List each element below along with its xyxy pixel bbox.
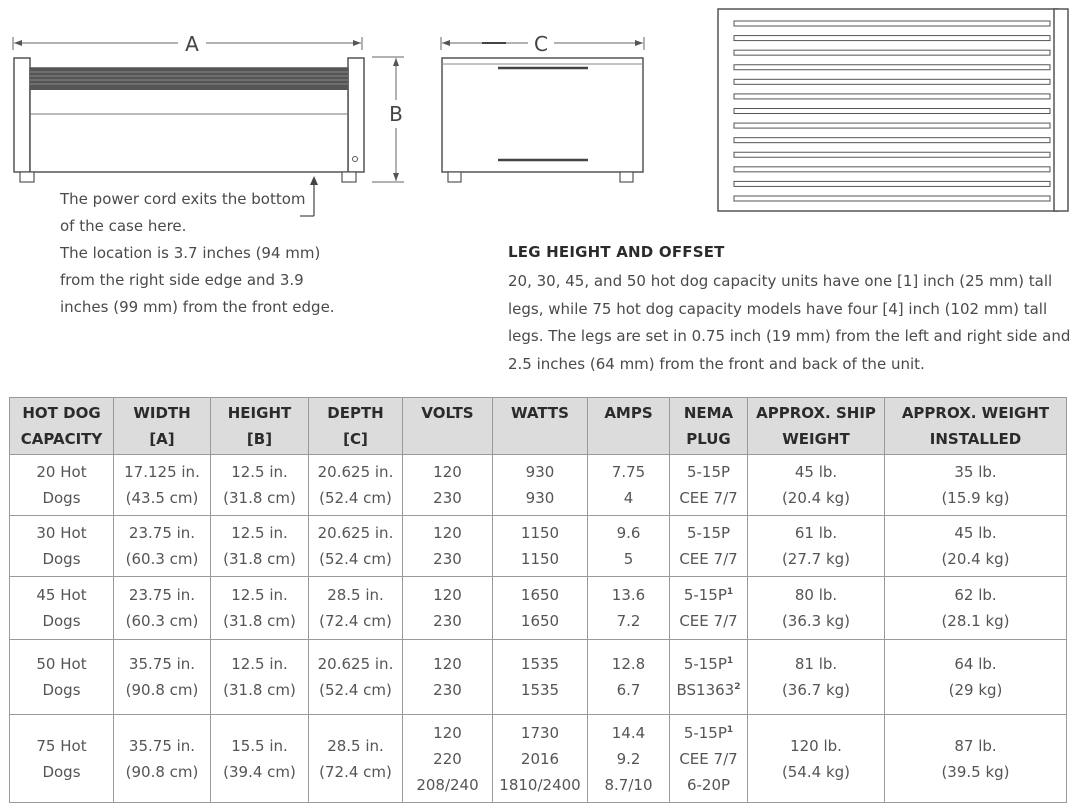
roller bbox=[734, 21, 1050, 26]
roller bbox=[734, 196, 1050, 201]
cell-line: 120 bbox=[433, 463, 462, 481]
cell-line: 12.5 in. bbox=[231, 655, 288, 673]
cell-line: 208/240 bbox=[416, 775, 479, 794]
cell-width bbox=[114, 715, 211, 803]
cell-watts bbox=[493, 577, 588, 640]
note-line: from the right side edge and 3.9 bbox=[60, 271, 304, 289]
cell-line: 45 lb. bbox=[954, 524, 997, 542]
cell-line: (60.3 cm) bbox=[125, 612, 199, 630]
cell-line: 12.5 in. bbox=[231, 463, 288, 481]
cell-installed bbox=[885, 455, 1067, 516]
cell-installed bbox=[885, 577, 1067, 640]
cell-line: 5 bbox=[623, 550, 634, 568]
cell-width bbox=[114, 516, 211, 577]
roller bbox=[734, 167, 1050, 172]
cell-ship bbox=[748, 516, 885, 577]
column-header-line: [A] bbox=[149, 430, 175, 448]
cell-amps bbox=[588, 715, 670, 803]
cell-line: (20.4 kg) bbox=[941, 550, 1010, 568]
leg-line: legs. The legs are set in 0.75 inch (19 mm) from the left and right side and bbox=[508, 327, 1071, 345]
cell-line: (31.8 cm) bbox=[223, 612, 296, 630]
cell-line: 120 bbox=[433, 723, 462, 742]
column-header-line: HEIGHT bbox=[227, 404, 292, 422]
roller bbox=[734, 50, 1050, 55]
plug-text: 5-15P bbox=[686, 524, 731, 542]
column-header-line: [C] bbox=[343, 430, 368, 448]
cell-capacity bbox=[10, 516, 114, 577]
cell-height bbox=[211, 715, 309, 803]
cell-line: 1535 bbox=[520, 681, 560, 699]
cell-line: 28.5 in. bbox=[327, 736, 384, 755]
cell-height bbox=[211, 516, 309, 577]
note-line: inches (99 mm) from the front edge. bbox=[60, 298, 335, 316]
column-header-line: WATTS bbox=[511, 404, 569, 422]
cell-line: (72.4 cm) bbox=[319, 612, 392, 630]
plug-text: BS1363 bbox=[676, 681, 735, 699]
cell-line: (28.1 kg) bbox=[941, 612, 1010, 630]
plug-line bbox=[672, 546, 745, 572]
cell-line: 20.625 in. bbox=[317, 524, 394, 542]
cell-line: 80 lb. bbox=[794, 586, 838, 604]
cell-line: (27.7 kg) bbox=[781, 550, 851, 568]
cell-line: 9.2 bbox=[616, 749, 641, 768]
note-line: The location is 3.7 inches (94 mm) bbox=[60, 244, 321, 262]
leg-line: legs, while 75 hot dog capacity models have four [4] inch (102 mm) tall bbox=[508, 299, 1048, 318]
column-header bbox=[670, 398, 748, 455]
cell-height bbox=[211, 455, 309, 516]
cell-width bbox=[114, 455, 211, 516]
cell-ship bbox=[748, 455, 885, 516]
cell-line: 15.5 in. bbox=[231, 736, 288, 755]
note-line: of the case here. bbox=[60, 217, 187, 235]
cell-line: 1650 bbox=[520, 612, 560, 630]
column-header-line: CAPACITY bbox=[20, 430, 103, 448]
cell-line: 220 bbox=[433, 749, 462, 768]
cell-line: (39.5 kg) bbox=[941, 762, 1010, 781]
cell-line: 7.2 bbox=[616, 612, 641, 630]
column-header bbox=[748, 398, 885, 455]
cell-amps bbox=[588, 516, 670, 577]
column-header-line: VOLTS bbox=[421, 404, 474, 422]
cell-line: 4 bbox=[623, 489, 634, 507]
cell-line: Dogs bbox=[42, 489, 81, 507]
cell-width bbox=[114, 577, 211, 640]
cell-line: (20.4 kg) bbox=[781, 489, 851, 507]
plug-line bbox=[672, 582, 745, 608]
table-header-row bbox=[10, 398, 1067, 455]
plug-text: 6-20P bbox=[686, 775, 731, 794]
cell-line: 230 bbox=[433, 489, 462, 507]
column-header-line: PLUG bbox=[686, 430, 731, 448]
table-row bbox=[10, 715, 1067, 803]
roller bbox=[734, 152, 1050, 157]
cell-line: 1150 bbox=[520, 524, 560, 542]
cell-line: (39.4 cm) bbox=[223, 762, 296, 781]
cell-watts bbox=[493, 715, 588, 803]
footnote-marker: 1 bbox=[726, 724, 734, 735]
cell-line: (90.8 cm) bbox=[125, 681, 199, 699]
cell-line: 20.625 in. bbox=[317, 655, 394, 673]
cell-line: (54.4 kg) bbox=[781, 762, 851, 781]
cell-depth bbox=[309, 640, 403, 715]
cell-line: (29 kg) bbox=[948, 681, 1003, 699]
column-header-line: [B] bbox=[246, 430, 273, 448]
cell-height bbox=[211, 640, 309, 715]
cell-volts bbox=[403, 640, 493, 715]
cell-line: (43.5 cm) bbox=[125, 489, 199, 507]
column-header-line: NEMA bbox=[683, 404, 734, 422]
plug-line bbox=[672, 459, 745, 485]
cell-watts bbox=[493, 455, 588, 516]
cell-capacity bbox=[10, 455, 114, 516]
roller bbox=[734, 181, 1050, 186]
column-header bbox=[588, 398, 670, 455]
column-header bbox=[114, 398, 211, 455]
cell-line: 8.7/10 bbox=[604, 775, 653, 794]
cell-width bbox=[114, 640, 211, 715]
cell-line: 23.75 in. bbox=[128, 524, 196, 542]
cell-line: 12.5 in. bbox=[231, 586, 288, 604]
front-view-diagram bbox=[0, 0, 420, 190]
cell-line: (31.8 cm) bbox=[223, 550, 296, 568]
cell-line: 45 Hot bbox=[36, 586, 87, 604]
cell-volts bbox=[403, 516, 493, 577]
power-cord-note bbox=[60, 186, 360, 321]
cell-line: 61 lb. bbox=[794, 524, 838, 542]
plug-line bbox=[672, 520, 745, 546]
cell-line: 75 Hot bbox=[36, 736, 87, 755]
cell-line: 930 bbox=[525, 463, 555, 481]
column-header-line: AMPS bbox=[604, 404, 653, 422]
column-header bbox=[493, 398, 588, 455]
table-row bbox=[10, 577, 1067, 640]
cell-line: (15.9 kg) bbox=[941, 489, 1010, 507]
plug-line bbox=[672, 746, 745, 772]
cell-capacity bbox=[10, 640, 114, 715]
cell-line: 14.4 bbox=[611, 723, 646, 742]
column-header-line: APPROX. WEIGHT bbox=[901, 404, 1050, 422]
cell-line: 12.8 bbox=[611, 655, 646, 673]
plug-text: CEE 7/7 bbox=[679, 749, 738, 768]
roller bbox=[734, 65, 1050, 70]
cell-installed bbox=[885, 516, 1067, 577]
cell-ship bbox=[748, 577, 885, 640]
cell-line: (31.8 cm) bbox=[223, 489, 296, 507]
roller bbox=[734, 79, 1050, 84]
cell-amps bbox=[588, 577, 670, 640]
column-header bbox=[403, 398, 493, 455]
cell-line: Dogs bbox=[42, 550, 81, 568]
cell-line: 30 Hot bbox=[36, 524, 87, 542]
cell-line: 20.625 in. bbox=[317, 463, 394, 481]
cell-volts bbox=[403, 715, 493, 803]
column-header-line: HOT DOG bbox=[22, 404, 101, 422]
plug-text: CEE 7/7 bbox=[679, 612, 738, 630]
cell-line: 12.5 in. bbox=[231, 524, 288, 542]
cell-depth bbox=[309, 516, 403, 577]
cell-line: 120 bbox=[433, 524, 462, 542]
column-header bbox=[211, 398, 309, 455]
plug-line bbox=[672, 772, 745, 798]
plug-text: 5-15P bbox=[683, 723, 727, 742]
cell-watts bbox=[493, 640, 588, 715]
cell-line: (52.4 cm) bbox=[319, 550, 392, 568]
column-header bbox=[885, 398, 1067, 455]
specifications-table bbox=[9, 397, 1067, 803]
cell-capacity bbox=[10, 715, 114, 803]
roller bbox=[734, 36, 1050, 41]
note-line: The power cord exits the bottom bbox=[60, 190, 306, 208]
cell-line: Dogs bbox=[42, 762, 81, 781]
roller bbox=[734, 138, 1050, 143]
cell-line: (52.4 cm) bbox=[319, 489, 392, 507]
column-header-line: WEIGHT bbox=[782, 430, 850, 448]
cell-ship bbox=[748, 640, 885, 715]
plug-line bbox=[672, 720, 745, 746]
cell-installed bbox=[885, 715, 1067, 803]
plug-text: 5-15P bbox=[683, 655, 727, 673]
cell-line: 35.75 in. bbox=[128, 655, 196, 673]
cell-amps bbox=[588, 640, 670, 715]
cell-line: 230 bbox=[433, 681, 462, 699]
cell-line: 87 lb. bbox=[954, 736, 997, 755]
table-row bbox=[10, 640, 1067, 715]
plug-line bbox=[672, 651, 745, 677]
leg-line: 20, 30, 45, and 50 hot dog capacity units have one [1] inch (25 mm) tall bbox=[508, 272, 1053, 290]
cell-volts bbox=[403, 577, 493, 640]
plug-text: 5-15P bbox=[686, 463, 731, 481]
cell-line: 230 bbox=[433, 550, 462, 568]
cell-depth bbox=[309, 577, 403, 640]
table-row bbox=[10, 516, 1067, 577]
cell-line: 35 lb. bbox=[954, 463, 997, 481]
cell-line: 230 bbox=[433, 612, 462, 630]
cell-line: Dogs bbox=[42, 612, 81, 630]
cell-line: 9.6 bbox=[616, 524, 641, 542]
dim-b-label: B bbox=[389, 102, 403, 126]
cell-ship bbox=[748, 715, 885, 803]
cell-line: Dogs bbox=[42, 681, 81, 699]
column-header-line: WIDTH bbox=[133, 404, 191, 422]
roller bbox=[734, 94, 1050, 99]
plug-line bbox=[672, 677, 745, 703]
cell-line: (90.8 cm) bbox=[125, 762, 199, 781]
plug-text: 5-15P bbox=[683, 586, 727, 604]
column-header bbox=[309, 398, 403, 455]
cell-plug bbox=[670, 455, 748, 516]
cell-plug bbox=[670, 577, 748, 640]
footnote-marker: 1 bbox=[726, 656, 734, 666]
cell-plug bbox=[670, 516, 748, 577]
plug-line bbox=[672, 485, 745, 511]
table-row bbox=[10, 455, 1067, 516]
dim-a-label: A bbox=[185, 32, 199, 56]
cell-line: 50 Hot bbox=[36, 655, 87, 673]
column-header-line: DEPTH bbox=[327, 404, 384, 422]
cell-line: 930 bbox=[525, 489, 555, 507]
cell-line: 6.7 bbox=[616, 681, 641, 699]
cell-height bbox=[211, 577, 309, 640]
cell-line: 28.5 in. bbox=[327, 586, 384, 604]
plug-text: CEE 7/7 bbox=[679, 489, 738, 507]
roller bbox=[734, 123, 1050, 128]
cell-line: 81 lb. bbox=[794, 655, 838, 673]
leg-section-body bbox=[508, 268, 1071, 378]
cell-line: 120 bbox=[433, 655, 462, 673]
cell-line: 64 lb. bbox=[954, 655, 997, 673]
cell-line: 13.6 bbox=[611, 586, 646, 604]
cell-line: (36.7 kg) bbox=[781, 681, 851, 699]
side-view-diagram bbox=[430, 0, 660, 190]
cell-amps bbox=[588, 455, 670, 516]
cell-line: (72.4 cm) bbox=[319, 762, 392, 781]
cell-line: (60.3 cm) bbox=[125, 550, 199, 568]
cell-line: 20 Hot bbox=[36, 463, 87, 481]
cell-line: 23.75 in. bbox=[128, 586, 196, 604]
cell-depth bbox=[309, 715, 403, 803]
cell-line: 1810/2400 bbox=[499, 775, 581, 794]
column-header bbox=[10, 398, 114, 455]
cell-line: 1535 bbox=[520, 655, 560, 673]
cell-line: 2016 bbox=[520, 749, 560, 768]
cell-line: 1730 bbox=[520, 723, 560, 742]
cell-line: (52.4 cm) bbox=[319, 681, 392, 699]
footnote-marker: 2 bbox=[734, 682, 741, 692]
cell-line: 17.125 in. bbox=[124, 463, 200, 481]
cell-plug bbox=[670, 715, 748, 803]
column-header-line: INSTALLED bbox=[929, 430, 1022, 448]
column-header-line: APPROX. SHIP bbox=[756, 404, 876, 422]
cell-line: 45 lb. bbox=[794, 463, 838, 481]
footnote-marker: 1 bbox=[726, 587, 734, 597]
top-view-diagram bbox=[710, 0, 1080, 220]
cell-installed bbox=[885, 640, 1067, 715]
cell-line: 1150 bbox=[520, 550, 560, 568]
cell-line: 1650 bbox=[520, 586, 560, 604]
cell-line: (36.3 kg) bbox=[781, 612, 851, 630]
cell-watts bbox=[493, 516, 588, 577]
cell-line: 120 lb. bbox=[790, 736, 842, 755]
cell-plug bbox=[670, 640, 748, 715]
cell-line: 35.75 in. bbox=[128, 736, 196, 755]
cell-line: 62 lb. bbox=[954, 586, 997, 604]
cell-volts bbox=[403, 455, 493, 516]
leg-line: 2.5 inches (64 mm) from the front and back of the unit. bbox=[508, 354, 925, 373]
cell-capacity bbox=[10, 577, 114, 640]
roller bbox=[734, 109, 1050, 114]
cell-line: 7.75 bbox=[611, 463, 646, 481]
cell-depth bbox=[309, 455, 403, 516]
cell-line: (31.8 cm) bbox=[223, 681, 296, 699]
plug-text: CEE 7/7 bbox=[679, 550, 738, 568]
cell-line: 120 bbox=[433, 586, 462, 604]
plug-line bbox=[672, 608, 745, 634]
dim-c-label: C bbox=[534, 32, 548, 56]
leg-section-title: LEG HEIGHT AND OFFSET bbox=[508, 243, 725, 261]
